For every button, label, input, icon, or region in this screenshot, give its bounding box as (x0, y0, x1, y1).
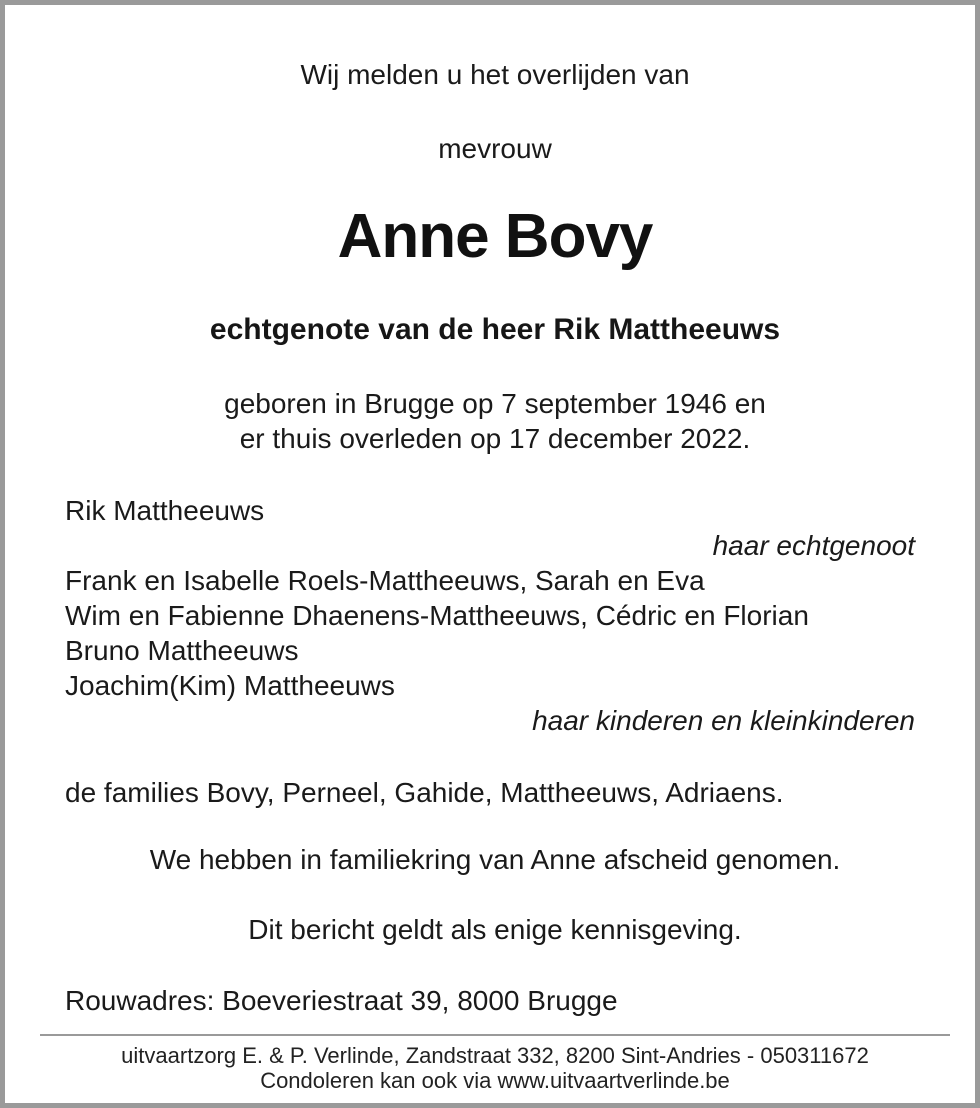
farewell-message: We hebben in familiekring van Anne afscheid genomen. (149, 844, 841, 875)
children-role: haar kinderen en kleinkinderen (532, 705, 915, 736)
mourner-child: Bruno Mattheeuws (65, 635, 299, 666)
birth-line: geboren in Brugge op 7 september 1946 en (224, 388, 766, 419)
deceased-name: Anne Bovy (337, 202, 653, 271)
husband-role: haar echtgenoot (712, 530, 915, 561)
death-line: er thuis overleden op 17 december 2022. (239, 423, 751, 454)
mourning-address: Rouwadres: Boeveriestraat 39, 8000 Brugge (65, 985, 618, 1016)
families-line: de families Bovy, Perneel, Gahide, Mattheeuws, Adriaens. (65, 777, 784, 808)
spouse-line: echtgenote van de heer Rik Mattheeuws (209, 313, 781, 346)
honorific: mevrouw (438, 133, 552, 164)
sole-notice-message: Dit bericht geldt als enige kennisgeving. (248, 914, 742, 945)
mourner-husband: Rik Mattheeuws (65, 495, 265, 526)
intro-text: Wij melden u het overlijden van (300, 59, 690, 90)
mourner-child: Joachim(Kim) Mattheeuws (65, 670, 395, 701)
condolence-line: Condoleren kan ook via www.uitvaartverlinde.be (260, 1068, 730, 1093)
undertaker-line: uitvaartzorg E. & P. Verlinde, Zandstraat 332, 8200 Sint-Andries - 050311672 (121, 1043, 869, 1068)
mourner-child: Wim en Fabienne Dhaenens-Mattheeuws, Cédric en Florian (65, 600, 809, 631)
footer-divider (40, 1034, 950, 1036)
mourner-child: Frank en Isabelle Roels-Mattheeuws, Sarah en Eva (65, 565, 705, 596)
